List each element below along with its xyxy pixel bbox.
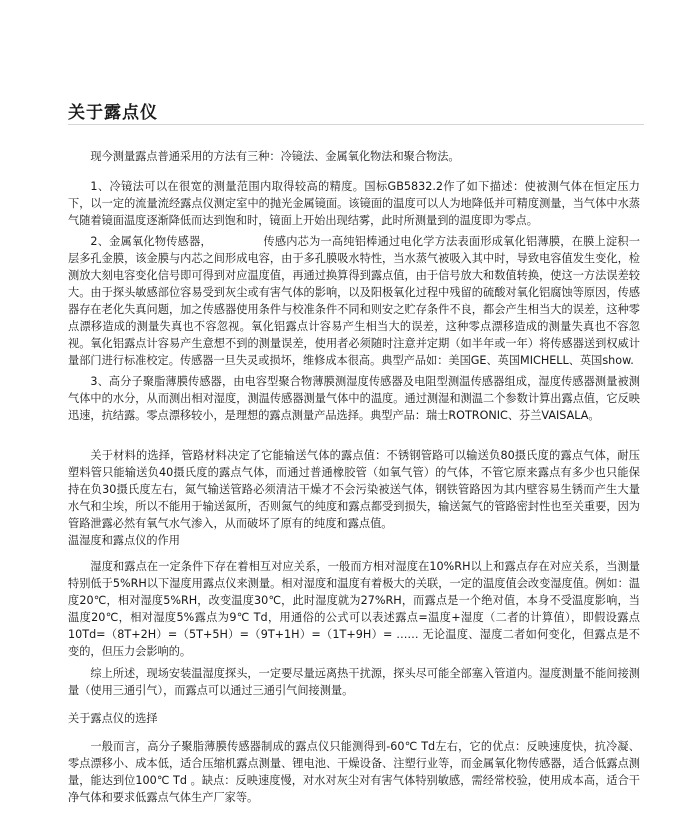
section-heading-function: 温湿度和露点仪的作用 — [68, 534, 180, 547]
title-divider — [68, 124, 644, 125]
paragraph-metal-oxide: 2、金属氧化物传感器， 传感内芯为一高纯铝棒通过电化学方法表面形成氧化铝薄膜，在膜上淀积一层多孔金膜，该金膜与内芯之间形成电容，由于多孔膜吸水特性，当水蒸气被吸入其中时，导致电容值发生变化，检测放大刻电容变化信号即可得到对应温度值，再通过换算得到露点值，由于信号放大和数值转换，使这一方法误差较大。由于探头敏感部位容易受到灰尘或有害气体的影响，以及阳极氧化过程中残留的硫酸对氧化铝腐蚀等原因，传感器存在老化失真问题，加之传感器使用条件与校准条件不同和则安之贮存条件不良，都会产生相当大的误差，这种零点漂移造成的测量失真也不容忽视。氧化铝露点计容易产生相当大的误差，这种零点漂移造成的测量失真也不容忽视。氧化铝露点计容易产生意想不到的测量误差，使用者必须随时注意并定期（如半年或一年）将传感器送到权威计量部门进行标准校定。传感器一旦失灵或损坏，维修成本很高。典型产品如：美国GE、英国MICHELL、英国show. — [68, 235, 640, 367]
paragraph-material-selection: 关于材料的选择，管路材料决定了它能输送气体的露点值：不锈钢管路可以输送负80摄氏度的露点气体，耐压塑料管只能输送负40摄氏度的露点气体，而通过普通橡胶管（如氧气管）的气体，不管它原来露点有多少也只能保持在负30摄氏度左右，氮气输送管路必须清洁干燥才不会污染被送气体，钢铁管路因为其内壁容易生锈而产生大量水气和尘埃，所以不能用于输送氮所，否则氮气的纯度和露点都受到损失，输送氮气的管路密封性也至关重要，因为管路泄露必然有氧气水气渗入，从而破坏了原有的纯度和露点值。 — [68, 449, 640, 530]
paragraph-cold-mirror: 1、冷镜法可以在很宽的测量范围内取得较高的精度。国标GB5832.2作了如下描述：使被测气体在恒定压力下，以一定的流量流经露点仪测定室中的抛光金属镜面。该镜面的温度可以人为地降低并可精度测量，当气体中水蒸气随着镜面温度逐渐降低而达到饱和时，镜面上开始出现结雾，此时所测量到的温度即为零点。 — [68, 180, 640, 227]
paragraph-intro: 现今测量露点普通采用的方法有三种：冷镜法、金属氧化物法和聚合物法。 — [90, 150, 460, 163]
paragraph-humidity-dewpoint: 湿度和露点在一定条件下存在着相互对应关系，一般而方相对湿度在10%RH以上和露点存在对应关系，当测量特别低于5%RH以下湿度用露点仪来测量。相对湿度和温度有着极大的关联，一定的温度值会改变湿度值。例如：温度20℃，相对湿度5%RH，改变温度30℃，此时湿度就为27%RH，而露点是一个绝对值，本身不受温度影响，当温度20℃，相对湿度5%露点为9℃ Td，用通俗的公式可以表述露点=温度+湿度（二者的计算值），即假设露点10Td=（8T+2H）=（5T+5H）=（9T+1H）=（1T+9H）= …… 无论温度、湿度二者如何变化，但露点是不变的，但压力会影响的。 — [68, 560, 640, 658]
section-heading-selection: 关于露点仪的选择 — [68, 712, 158, 725]
paragraph-selection: 一般而言，高分子聚脂薄膜传感器制成的露点仪只能测得到-60℃ Td左右，它的优点：反映速度快，抗冷凝、零点漂移小、成本低，适合压缩机露点测量、锂电池、干燥设备、注塑行业等，而金属氧化物传感器，适合低露点测量，能达到位100℃ Td 。缺点：反映速度慢，对水对灰尘对有害气体特别敏感，需经常校验，使用成本高，适合干净气体和要求低露点气体生产厂家等。 — [68, 740, 640, 804]
page-title: 关于露点仪 — [68, 103, 158, 123]
paragraph-summary: 综上所述，现场安装温湿度探头，一定要尽量远离热干扰源，探头尽可能全部塞入管道内。湿度测量不能间接测量（使用三通引气），而露点可以通过三通引气间接测量。 — [68, 667, 640, 697]
paragraph-polymer-film: 3、高分子聚脂薄膜传感器，由电容型聚合物薄膜测湿度传感器及电阻型测温传感器组成，湿度传感器测量被测气体中的水分，从而测出相对湿度，测温传感器测量气体中的温度。通过测湿和测温二个参数计算出露点值，它反映迅速，抗结露。零点漂移较小，是理想的露点测量产品选择。典型产品：瑞士ROTRONIC、芬兰VAISALA。 — [68, 375, 640, 422]
